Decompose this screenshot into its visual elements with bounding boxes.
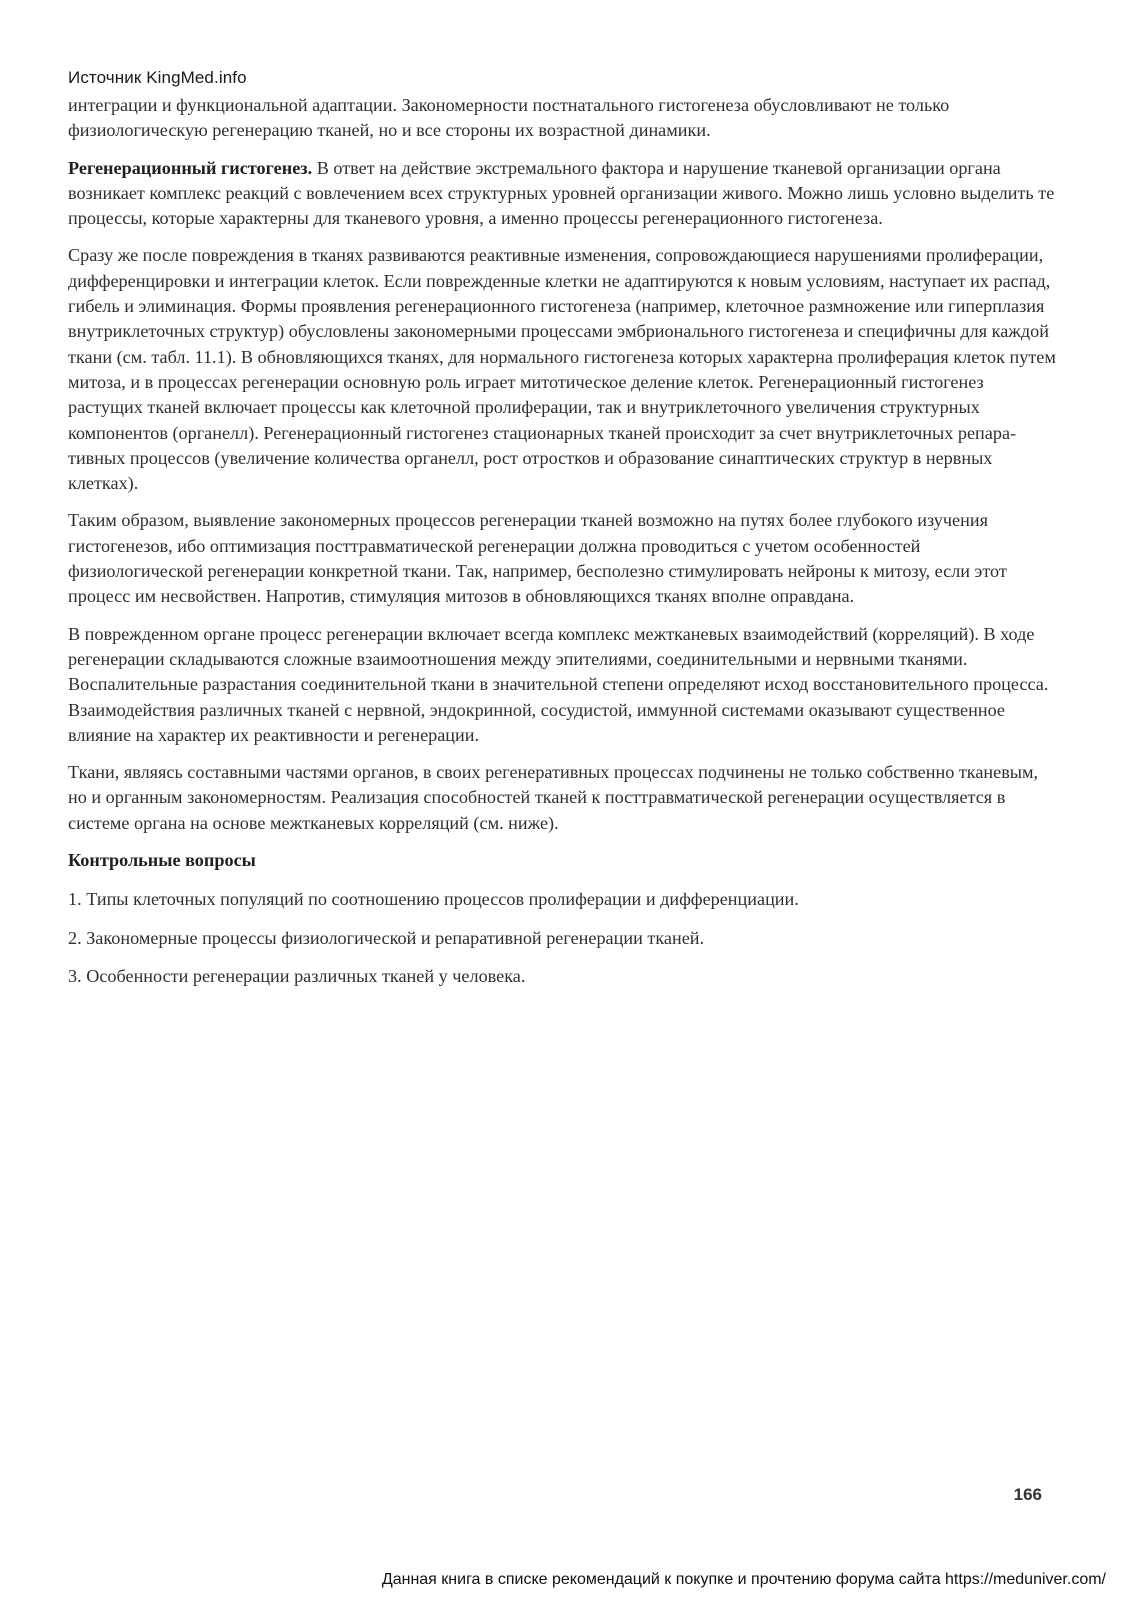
question-item: 2. Закономерные процессы физиологической и репаративной регенерации тканей. — [68, 927, 705, 948]
paragraph-tissues: Ткани, являясь составными частями органов, в своих регенеративных процессах подчинены не только собственно тканевым, но и органным закономерностям. Реализация способностей тканей к посттравматической регенерации осуществляется в системе органа на основе межтканевых корреляций (см. ниже). — [68, 762, 1039, 833]
paragraph-organ: В поврежденном органе процесс регенерации включает всегда комплекс межтканевых взаимодействий (корреляций). В ходе регенерации складываются сложные взаимоотношения между эпителиями, соединительными и нервными тканями. Воспалительные разрастания соединительной ткани в значительной степени определяют исход восстановительного процесса. Взаимодействия различных тканей с нервной, эндокринной, сосудистой, иммунной системами оказывают существенное влияние на характер их реактивности и регенерации. — [68, 623, 1049, 745]
regeneration-heading: Регенерационный гистогенез. — [68, 157, 313, 178]
paragraph-damage: Сразу же после повреждения в тканях развиваются реактивные изменения, сопровождающиеся нарушениями пролиферации, дифференцировки и интеграции клеток. Если поврежденные клетки не адаптируются к новым условиям, наступает их распад, гибель и элиминация. Формы проявления регенерационного гистогенеза (например, клеточное размножение или гиперплазия внутриклеточных структур) обусловлены закономерными процессами эмбрионального гистогенеза и специфичны для каждой ткани (см. табл. 11.1). В обновляющихся тканях, для нормального гистогенеза которых характерна пролиферация клеток путем митоза, и в процессах регенерации основную роль играет митотическое деление клеток. Регенерационный гистогенез растущих тканей включает процессы как клеточной пролиферации, так и внутриклеточного увеличения структурных компонентов (органелл). Регенерационный гистогенез стационарных тканей происходит за счет внутриклеточных репара-тивных процессов (увеличение количества органелл, рост отростков и образование синаптических структур в нервных клетках). — [68, 245, 1056, 494]
question-item: 1. Типы клеточных популяций по соотношению процессов пролиферации и дифференциации. — [68, 889, 799, 910]
page-number: 166 — [1013, 1485, 1042, 1504]
source-header: Источник KingMed.info — [68, 68, 247, 87]
question-item: 3. Особенности регенерации различных тканей у человека. — [68, 965, 526, 986]
regeneration-text: В ответ на действие экстремального фактора и нарушение тканевой организации органа возникает комплекс реакций с вовлечением всех структурных уровней организации живого. Можно лишь условно выделить те процессы, которые характерны для тканевого уровня, а именно процессы регенерационного гистогенеза. — [68, 157, 1055, 229]
paragraph-thus: Таким образом, выявление закономерных процессов регенерации тканей возможно на путях более глубокого изучения гистогенезов, ибо оптимизация посттравматической регенерации должна проводиться с учетом особенностей физиологической регенерации конкретной ткани. Так, например, бесполезно стимулировать нейроны к митозу, если этот процесс им несвойствен. Напротив, стимуляция митозов в обновляющихся тканях вполне оправдана. — [68, 510, 1007, 607]
paragraph-regeneration — [68, 156, 1058, 232]
questions-heading: Контрольные вопросы — [68, 850, 256, 871]
footer-note: Данная книга в списке рекомендаций к покупке и прочтению форума сайта https://meduniver.com/ — [381, 1571, 1106, 1588]
body-text — [68, 93, 1058, 1002]
paragraph-intro: интеграции и функциональной адаптации. Закономерности постнатального гистогенеза обусловливают не только физиологическую регенерацию тканей, но и все стороны их возрастной динамики. — [68, 95, 950, 141]
